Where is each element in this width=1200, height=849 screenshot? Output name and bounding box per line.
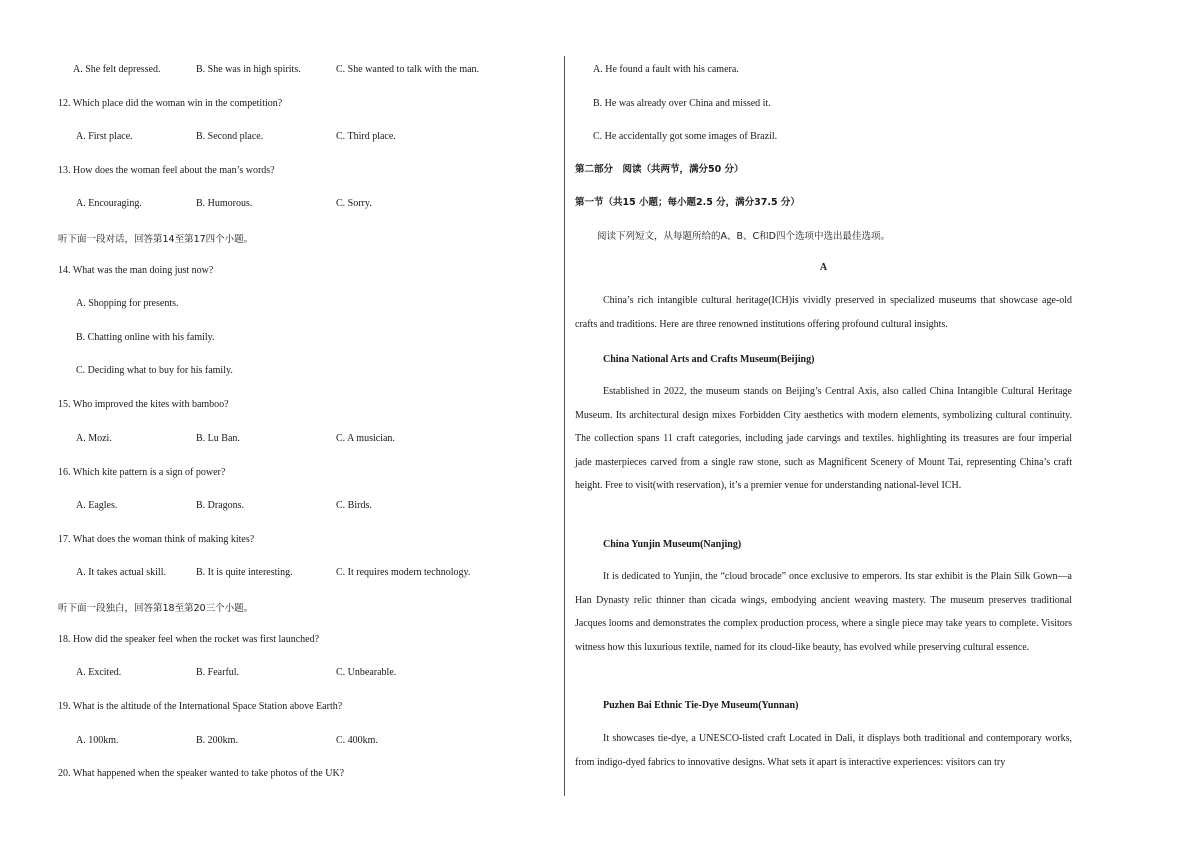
q19-option-b: B. 200km. — [196, 735, 238, 746]
museum1-paragraph: Established in 2022, the museum stands on Beijing’s Central Axis, also called China Intangible Cultural Heritage Museum. Its architectural design mixes Forbidden City aesthetics with modern elements, symbolizing cultural continuity. The collection spans 11 craft categories, including jade carvings and textiles. highlighting its treasures are four imperial jade masterpieces carved from a single raw stone, such as Magnificent Scenery of Mount Tai, representing China’s craft height. Free to visit(with reservation), it’s a premier venue for understanding national-level ICH. — [575, 386, 1072, 491]
q13-option-c: C. Sorry. — [336, 198, 372, 209]
instruction-14-17: 听下面一段对话，回答第14至第17四个小题。 — [58, 234, 254, 245]
q20-option-b: B. He was already over China and missed it. — [593, 98, 771, 109]
question-16: 16. Which kite pattern is a sign of power? — [58, 467, 226, 478]
q14-option-a: A. Shopping for presents. — [76, 298, 179, 309]
question-19: 19. What is the altitude of the International Space Station above Earth? — [58, 701, 343, 712]
q19-option-c: C. 400km. — [336, 735, 378, 746]
museum3-title: Puzhen Bai Ethnic Tie-Dye Museum(Yunnan) — [603, 700, 799, 711]
column-divider — [564, 56, 565, 796]
question-18: 18. How did the speaker feel when the rocket was first launched? — [58, 634, 320, 645]
instruction-18-20: 听下面一段独白，回答第18至第20三个小题。 — [58, 603, 254, 614]
q17-option-b: B. It is quite interesting. — [196, 567, 293, 578]
q16-option-b: B. Dragons. — [196, 500, 245, 511]
reading-instruction: 阅读下列短文，从每题所给的A、B、C和D四个选项中选出最佳选项。 — [597, 231, 890, 242]
question-13: 13. How does the woman feel about the man’s words? — [58, 165, 275, 176]
museum2-title: China Yunjin Museum(Nanjing) — [603, 539, 742, 550]
q14-option-b: B. Chatting online with his family. — [76, 332, 215, 343]
question-20: 20. What happened when the speaker wanted to take photos of the UK? — [58, 768, 345, 779]
part2-heading: 第二部分 阅读（共两节，满分50 分） — [575, 164, 744, 175]
q16-option-a: A. Eagles. — [76, 500, 118, 511]
q13-option-b: B. Humorous. — [196, 198, 253, 209]
museum3-paragraph: It showcases tie-dye, a UNESCO-listed craft Located in Dali, it displays both traditional and contemporary works, from indigo-dyed fabrics to innovative designs. What sets it apart is interactive experiences: visitors can try — [575, 733, 1072, 768]
q14-option-c: C. Deciding what to buy for his family. — [76, 365, 233, 376]
q13-option-a: A. Encouraging. — [76, 198, 142, 209]
q20-option-c: C. He accidentally got some images of Brazil. — [593, 131, 778, 142]
q18-option-c: C. Unbearable. — [336, 667, 397, 678]
museum1-title: China National Arts and Crafts Museum(Beijing) — [603, 354, 815, 365]
q17-option-c: C. It requires modern technology. — [336, 567, 471, 578]
q11-option-a: A. She felt depressed. — [73, 64, 161, 75]
question-12: 12. Which place did the woman win in the competition? — [58, 98, 283, 109]
q17-option-a: A. It takes actual skill. — [76, 567, 166, 578]
q15-option-b: B. Lu Ban. — [196, 433, 240, 444]
q20-option-a: A. He found a fault with his camera. — [593, 64, 739, 75]
q15-option-a: A. Mozi. — [76, 433, 112, 444]
question-14: 14. What was the man doing just now? — [58, 265, 214, 276]
q12-option-b: B. Second place. — [196, 131, 264, 142]
q15-option-c: C. A musician. — [336, 433, 395, 444]
q12-option-a: A. First place. — [76, 131, 133, 142]
question-17: 17. What does the woman think of making kites? — [58, 534, 255, 545]
q18-option-a: A. Excited. — [76, 667, 122, 678]
passage-intro: China’s rich intangible cultural heritage(ICH)is vividly preserved in specialized museums that showcase age-old crafts and traditions. Here are three renowned institutions offering profound cultural insights. — [575, 295, 1072, 330]
section1-heading: 第一节（共15 小题；每小题2.5 分，满分37.5 分） — [575, 197, 800, 208]
q11-option-c: C. She wanted to talk with the man. — [336, 64, 480, 75]
q19-option-a: A. 100km. — [76, 735, 119, 746]
q18-option-b: B. Fearful. — [196, 667, 240, 678]
museum2-paragraph: It is dedicated to Yunjin, the “cloud brocade” once exclusive to emperors. Its star exhibit is the Plain Silk Gown—a Han Dynasty relic thinner than cicada wings, embodying ancient weaving mastery. The museum preserves traditional Jacques looms and demonstrates the complex production process, where a single piece may take years to complete. Visitors witness how this luxurious textile, named for its cloud-like beauty, has evolved while preserving cultural essence. — [575, 571, 1072, 653]
question-15: 15. Who improved the kites with bamboo? — [58, 399, 229, 410]
q11-option-b: B. She was in high spirits. — [196, 64, 301, 75]
q12-option-c: C. Third place. — [336, 131, 396, 142]
passage-label: A — [819, 262, 828, 273]
q16-option-c: C. Birds. — [336, 500, 372, 511]
